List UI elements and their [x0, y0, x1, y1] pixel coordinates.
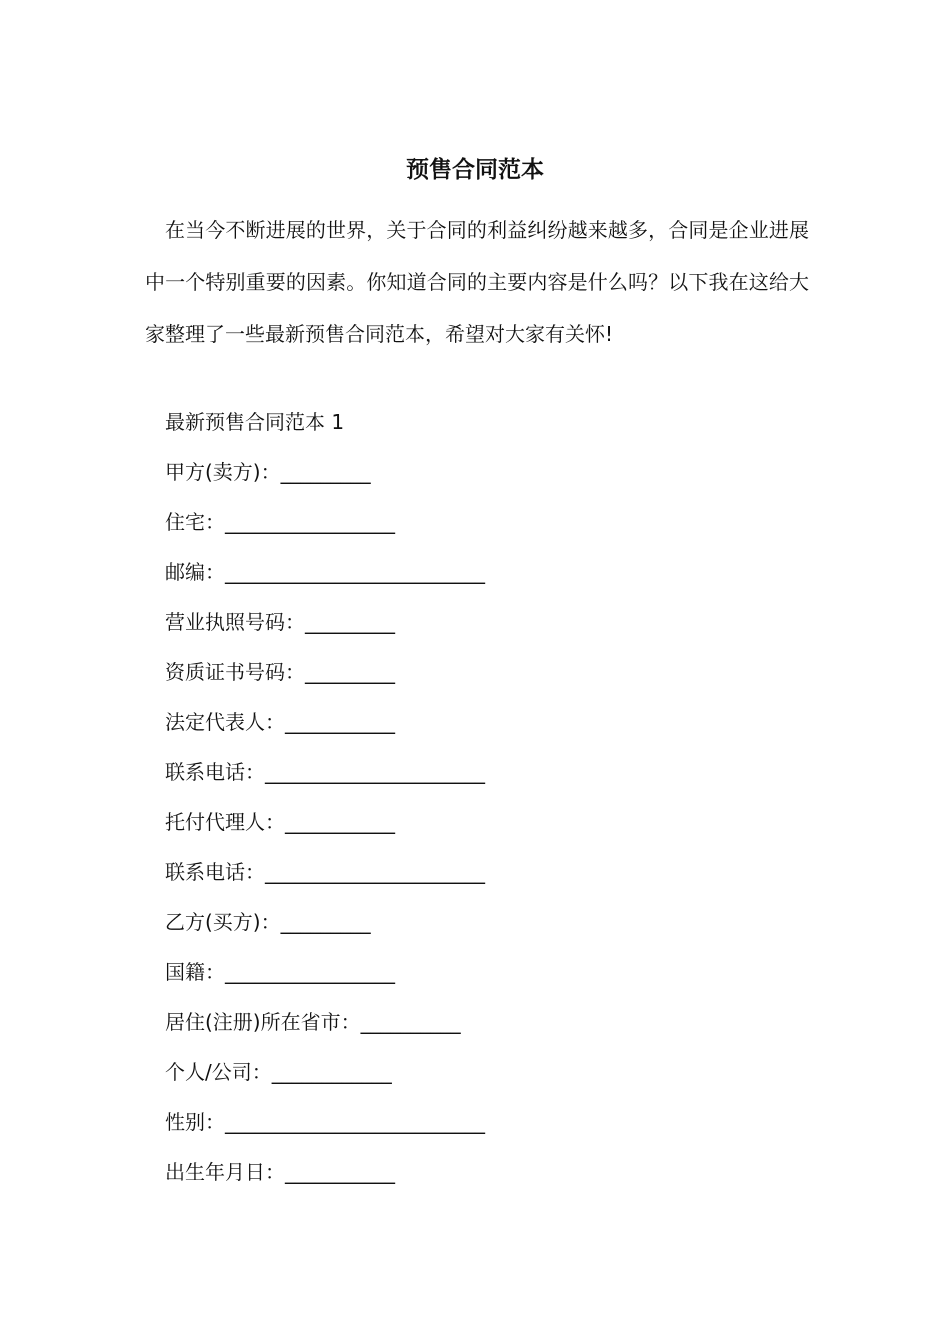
field-blank: __________________________ [225, 560, 485, 584]
field-blank: ______________________ [265, 860, 485, 884]
field-blank: _________ [305, 660, 395, 684]
field-seller [165, 447, 805, 497]
field-qualification-cert [165, 647, 805, 697]
field-label: 性别： [165, 1110, 225, 1134]
field-postcode [165, 547, 805, 597]
field-phone-agent [165, 847, 805, 897]
field-label: 居住(注册)所在省市： [165, 1010, 361, 1034]
field-blank: _________ [280, 910, 371, 934]
field-label: 国籍： [165, 960, 225, 984]
field-blank: ___________ [285, 710, 395, 734]
field-birth-date [165, 1147, 805, 1197]
field-label: 联系电话： [165, 760, 265, 784]
field-blank: __________________________ [225, 1110, 485, 1134]
field-blank: _________ [280, 460, 371, 484]
document-title: 预售合同范本 [406, 157, 544, 183]
field-blank: ______________________ [265, 760, 485, 784]
field-label: 联系电话： [165, 860, 265, 884]
field-individual-company [165, 1047, 805, 1097]
intro-paragraph: 在当今不断进展的世界，关于合同的利益纠纷越来越多，合同是企业进展中一个特别重要的因素。你知道合同的主要内容是什么吗？以下我在这给大家整理了一些最新预售合同范本，希望对大家有关怀! [145, 218, 809, 346]
field-label: 个人/公司： [165, 1060, 272, 1084]
field-authorized-agent [165, 797, 805, 847]
field-address [165, 497, 805, 547]
field-label: 甲方(卖方)： [165, 460, 281, 484]
field-nationality [165, 947, 805, 997]
field-label: 邮编： [165, 560, 225, 584]
field-label: 出生年月日： [165, 1160, 285, 1184]
field-gender [165, 1097, 805, 1147]
field-phone-seller [165, 747, 805, 797]
field-blank: _________________ [225, 510, 395, 534]
field-label: 托付代理人： [165, 810, 285, 834]
field-blank: ___________ [285, 1160, 395, 1184]
field-label: 资质证书号码： [165, 660, 305, 684]
field-business-license [165, 597, 805, 647]
field-blank: __________ [360, 1010, 461, 1034]
field-blank: _________________ [225, 960, 395, 984]
contract-field-list [165, 397, 805, 1197]
field-buyer [165, 897, 805, 947]
field-label: 住宅： [165, 510, 225, 534]
field-legal-representative [165, 697, 805, 747]
field-residence-province [165, 997, 805, 1047]
field-label: 营业执照号码： [165, 610, 305, 634]
field-label: 乙方(买方)： [165, 910, 281, 934]
field-blank: _________ [305, 610, 395, 634]
section-heading: 最新预售合同范本 1 [165, 410, 345, 434]
field-blank: ___________ [285, 810, 395, 834]
field-blank: ____________ [271, 1060, 392, 1084]
field-label: 法定代表人： [165, 710, 285, 734]
